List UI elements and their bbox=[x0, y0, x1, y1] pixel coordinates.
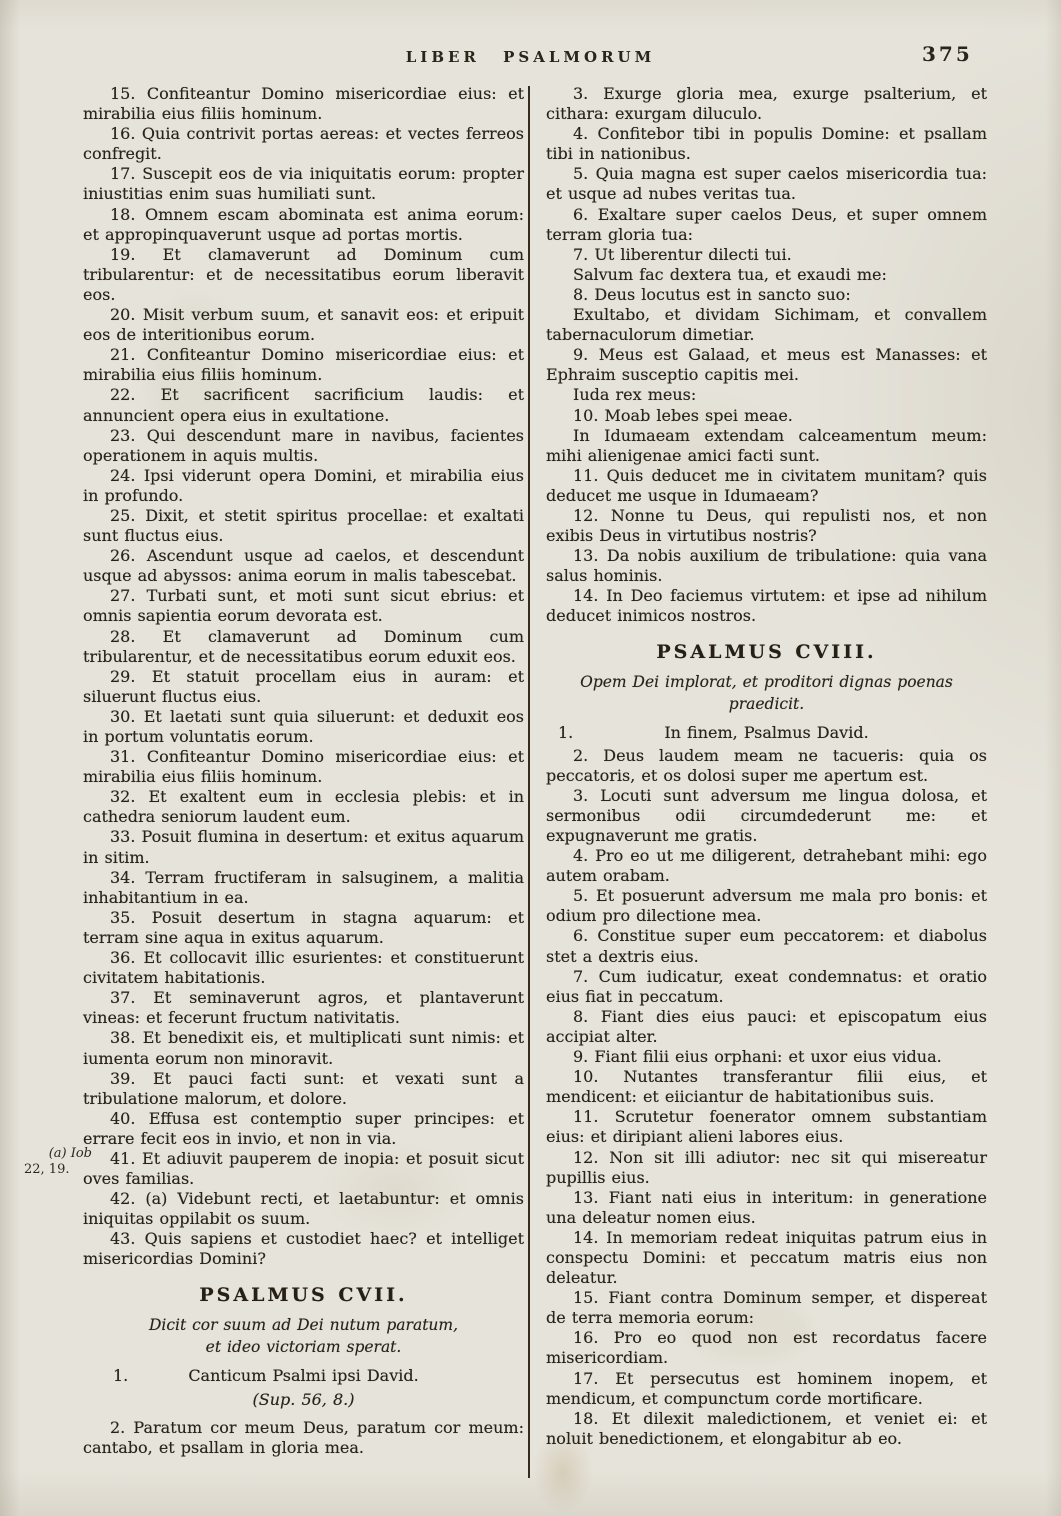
verse-paragraph: 13. Da nobis auxilium de tribulatione: quia vana salus hominis. bbox=[546, 546, 987, 586]
verse-paragraph: 33. Posuit flumina in desertum: et exitus aquarum in sitim. bbox=[83, 827, 524, 867]
page-number: 375 bbox=[922, 42, 973, 66]
verse-paragraph: 5. Et posuerunt adversum me mala pro bonis: et odium pro dilectione mea. bbox=[546, 886, 987, 926]
verse-paragraph: 5. Quia magna est super caelos misericordia tua: et usque ad nubes veritas tua. bbox=[546, 164, 987, 204]
psalm-107-verse-1 bbox=[83, 1365, 524, 1387]
psalm-108-verses bbox=[546, 746, 987, 1449]
verse-paragraph: Exultabo, et dividam Sichimam, et convallem tabernaculorum dimetiar. bbox=[546, 305, 987, 345]
verse-paragraph: 9. Meus est Galaad, et meus est Manasses: et Ephraim susceptio capitis mei. bbox=[546, 345, 987, 385]
verse-title: In finem, Psalmus David. bbox=[664, 722, 869, 742]
scripture-reference: (Sup. 56, 8.) bbox=[252, 1389, 355, 1409]
verse-paragraph: 41. Et adiuvit pauperem de inopia: et posuit sicut oves familias. bbox=[83, 1148, 524, 1189]
verse-paragraph: 17. Suscepit eos de via iniquitatis eorum: propter iniustitias enim suas humiliati sunt. bbox=[83, 164, 524, 204]
verse-paragraph: 35. Posuit desertum in stagna aquarum: et terram sine aqua in exitus aquarum. bbox=[83, 907, 524, 947]
argument-line-2: praedicit. bbox=[728, 694, 805, 713]
margin-note-reference-verse: 22, 19. bbox=[24, 1162, 70, 1177]
verse-paragraph: 12. Non sit illi adiutor: nec sit qui misereatur pupillis eius. bbox=[546, 1147, 987, 1187]
verse-paragraph: 23. Qui descendunt mare in navibus, facientes operationem in aquis multis. bbox=[83, 425, 524, 465]
verse-paragraph: 4. Confitebor tibi in populis Domine: et psallam tibi in nationibus. bbox=[546, 124, 987, 164]
verse-paragraph: 15. Fiant contra Dominum semper, et dispereat de terra memoria eorum: bbox=[546, 1288, 987, 1328]
verse-paragraph: 14. In Deo faciemus virtutem: et ipse ad nihilum deducet inimicos nostros. bbox=[546, 586, 987, 626]
psalm-107-verses-right bbox=[546, 84, 987, 627]
verse-paragraph: 30. Et laetati sunt quia siluerunt: et deduxit eos in portum voluntatis eorum. bbox=[83, 706, 524, 746]
verse-paragraph: 21. Confiteantur Domino misericordiae eius: et mirabilia eius filiis hominum. bbox=[83, 345, 524, 385]
psalm-107-verses-left bbox=[83, 1418, 524, 1458]
verse-paragraph: 18. Omnem escam abominata est anima eorum: et appropinquaverunt usque ad portas mortis. bbox=[83, 204, 524, 244]
verse-paragraph: 7. Ut liberentur dilecti tui. bbox=[573, 244, 792, 264]
verse-paragraph: Salvum fac dextera tua, et exaudi me: bbox=[573, 264, 887, 284]
verse-paragraph: 7. Cum iudicatur, exeat condemnatus: et oratio eius fiat in peccatum. bbox=[546, 966, 987, 1006]
verse-paragraph: 27. Turbati sunt, et moti sunt sicut ebrius: et omnis sapientia eorum devorata est. bbox=[83, 586, 524, 626]
argument-line-1: Opem Dei implorat, et proditori dignas poenas bbox=[580, 672, 953, 691]
verse-paragraph: 40. Effusa est contemptio super principes: et errare fecit eos in invio, et non in via. bbox=[83, 1108, 524, 1148]
verse-paragraph: 28. Et clamaverunt ad Dominum cum tribularentur, et de necessitatibus eorum eduxit eos. bbox=[83, 626, 524, 666]
column-divider-rule bbox=[528, 86, 530, 1478]
verse-paragraph: 38. Et benedixit eis, et multiplicati sunt nimis: et iumenta eorum non minoravit. bbox=[83, 1028, 524, 1068]
verse-paragraph: 14. In memoriam redeat iniquitas patrum eius in conspectu Domini: et peccatum matris eius non deleatur. bbox=[546, 1227, 987, 1288]
verse-title: Canticum Psalmi ipsi David. bbox=[188, 1365, 419, 1385]
verse-paragraph: 25. Dixit, et stetit spiritus procellae: et exaltati sunt fluctus eius. bbox=[83, 505, 524, 546]
verse-paragraph: 2. Deus laudem meam ne tacueris: quia os peccatoris, et os dolosi super me apertum est. bbox=[546, 745, 987, 785]
verse-paragraph: 39. Et pauci facti sunt: et vexati sunt a tribulatione malorum, et dolore. bbox=[83, 1068, 524, 1108]
margin-note-reference-book: (a) Iob bbox=[48, 1146, 92, 1161]
verse-number: 1. bbox=[113, 1365, 129, 1385]
verse-paragraph: 20. Misit verbum suum, et sanavit eos: et eripuit eos de interitionibus eorum. bbox=[83, 305, 524, 345]
verse-paragraph: 10. Moab lebes spei meae. bbox=[573, 405, 793, 425]
verse-number: 1. bbox=[558, 722, 574, 742]
argument-line-2: et ideo victoriam sperat. bbox=[205, 1337, 402, 1356]
verse-paragraph: 42. (a) Videbunt recti, et laetabuntur: et omnis iniquitas oppilabit os suum. bbox=[83, 1189, 524, 1229]
psalm-108-argument bbox=[546, 671, 987, 715]
verse-paragraph: 36. Et collocavit illic esurientes: et constituerunt civitatem habitationis. bbox=[83, 948, 524, 988]
verse-paragraph: 11. Quis deducet me in civitatem munitam? quis deducet me usque in Idumaeam? bbox=[546, 465, 987, 505]
verse-paragraph: 24. Ipsi viderunt opera Domini, et mirabilia eius in profundo. bbox=[83, 465, 524, 505]
psalm-108-verse-1 bbox=[546, 722, 987, 744]
verse-paragraph: 18. Et dilexit maledictionem, et veniet ei: et noluit benedictionem, et elongabitur ab eo. bbox=[546, 1408, 987, 1448]
verse-paragraph: 17. Et persecutus est hominem inopem, et mendicum, et compunctum corde mortificare. bbox=[546, 1368, 987, 1408]
right-column bbox=[546, 84, 987, 1449]
verse-paragraph: 6. Exaltare super caelos Deus, et super omnem terram gloria tua: bbox=[546, 204, 987, 244]
verse-paragraph: 19. Et clamaverunt ad Dominum cum tribularentur: et de necessitatibus eorum liberavit eos. bbox=[83, 244, 524, 304]
verse-paragraph: 3. Locuti sunt adversum me lingua dolosa, et sermonibus odii circumdederunt me: et expugnaverunt me gratis. bbox=[546, 785, 987, 845]
verse-paragraph: 15. Confiteantur Domino misericordiae eius: et mirabilia eius filiis hominum. bbox=[83, 84, 524, 124]
psalm-107-heading: PSALMUS CVII. bbox=[199, 1283, 408, 1306]
verse-paragraph: 6. Constitue super eum peccatorem: et diabolus stet a dextris eius. bbox=[546, 926, 987, 966]
verse-paragraph: 13. Fiant nati eius in interitum: in generatione una deleatur nomen eius. bbox=[546, 1187, 987, 1227]
verse-paragraph: 8. Deus locutus est in sancto suo: bbox=[573, 284, 851, 304]
psalm-107-argument bbox=[83, 1314, 524, 1358]
verse-paragraph: 4. Pro eo ut me diligerent, detrahebant mihi: ego autem orabam. bbox=[546, 846, 987, 886]
verse-paragraph: 9. Fiant filii eius orphani: et uxor eius vidua. bbox=[573, 1047, 942, 1067]
psalm-106-verses bbox=[83, 84, 524, 1270]
verse-paragraph: 34. Terram fructiferam in salsuginem, a malitia inhabitantium in ea. bbox=[83, 867, 524, 907]
verse-paragraph: 11. Scrutetur foenerator omnem substantiam eius: et diripiant alieni labores eius. bbox=[546, 1107, 987, 1147]
verse-paragraph: 3. Exurge gloria mea, exurge psalterium, et cithara: exurgam diluculo. bbox=[546, 84, 987, 124]
left-column bbox=[83, 84, 524, 1458]
verse-paragraph: 29. Et statuit procellam eius in auram: et siluerunt fluctus eius. bbox=[83, 666, 524, 706]
verse-paragraph: 37. Et seminaverunt agros, et plantaverunt vineas: et fecerunt fructum nativitatis. bbox=[83, 988, 524, 1028]
margin-note bbox=[22, 1146, 92, 1178]
verse-paragraph: 22. Et sacrificent sacrificium laudis: et annuncient opera eius in exultatione. bbox=[83, 385, 524, 425]
verse-paragraph: 8. Fiant dies eius pauci: et episcopatum eius accipiat alter. bbox=[546, 1006, 987, 1046]
running-head-title: LIBER PSALMORUM bbox=[405, 48, 656, 66]
verse-paragraph: Iuda rex meus: bbox=[573, 385, 697, 405]
argument-line-1: Dicit cor suum ad Dei nutum paratum, bbox=[148, 1315, 459, 1334]
verse-paragraph: 16. Quia contrivit portas aereas: et vectes ferreos confregit. bbox=[83, 124, 524, 164]
psalm-108-heading: PSALMUS CVIII. bbox=[656, 640, 877, 663]
verse-paragraph: 16. Pro eo quod non est recordatus facere misericordiam. bbox=[546, 1328, 987, 1368]
verse-paragraph: 2. Paratum cor meum Deus, paratum cor meum: cantabo, et psallam in gloria mea. bbox=[83, 1417, 524, 1457]
verse-paragraph: 12. Nonne tu Deus, qui repulisti nos, et non exibis Deus in virtutibus nostris? bbox=[546, 505, 987, 546]
verse-paragraph: 26. Ascendunt usque ad caelos, et descendunt usque ad abyssos: anima eorum in malis tabescebat. bbox=[83, 546, 524, 586]
verse-paragraph: 43. Quis sapiens et custodiet haec? et intelliget misericordias Domini? bbox=[83, 1229, 524, 1269]
verse-paragraph: 32. Et exaltent eum in ecclesia plebis: et in cathedra seniorum laudent eum. bbox=[83, 787, 524, 827]
verse-paragraph: In Idumaeam extendam calceamentum meum: mihi alienigenae amici facti sunt. bbox=[546, 425, 987, 465]
verse-paragraph: 10. Nutantes transferantur filii eius, et mendicent: et eiiciantur de habitationibus suis. bbox=[546, 1067, 987, 1107]
verse-paragraph: 31. Confiteantur Domino misericordiae eius: et mirabilia eius filiis hominum. bbox=[83, 747, 524, 787]
